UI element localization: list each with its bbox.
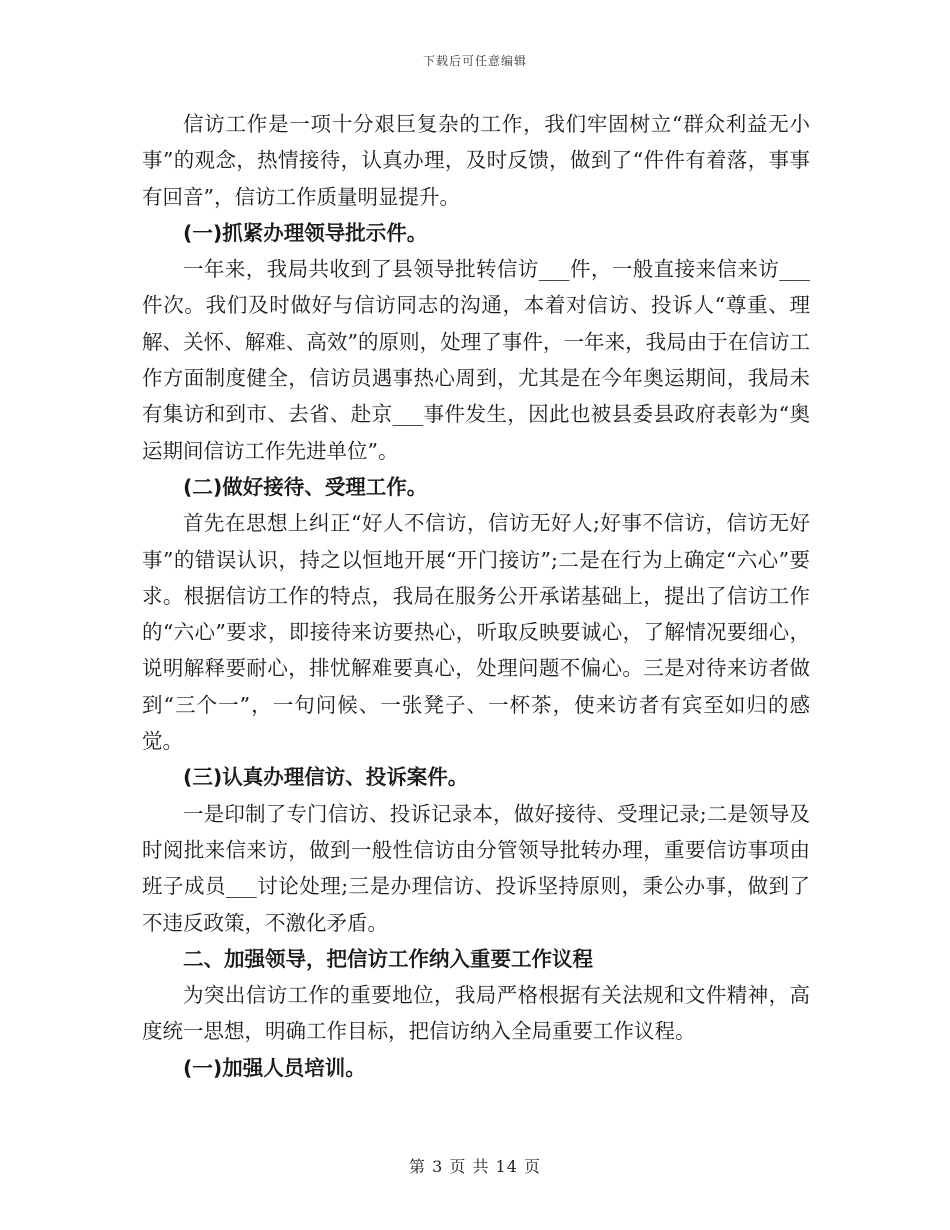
page-header: 下载后可任意编辑 — [422, 54, 527, 68]
paragraph: 一年来，我局共收到了县领导批转信访___件，一般直接来信来访___件次。我们及时做好与信访同志的沟通，本着对信访、投诉人“尊重、理解、关怀、解难、高效”的原则，处理了事件，一年来，我局由于在信访工作方面制度健全，信访员遇事热心周到，尤其是在今年奥运期间，我局未有集访和到市、去省、赴京___事件发生，因此也被县委县政府表彰为“奥运期间信访工作先进单位”。 — [142, 257, 810, 463]
section-heading: 二、加强领导，把信访工作纳入重要工作议程 — [183, 946, 593, 971]
section-heading: (二)做好接待、受理工作。 — [183, 474, 428, 499]
section-heading: (一)抓紧办理领导批示件。 — [183, 220, 428, 245]
page-footer: 第 3 页 共 14 页 — [409, 1157, 541, 1176]
paragraph: 为突出信访工作的重要地位，我局严格根据有关法规和文件精神，高度统一思想，明确工作目标，把信访纳入全局重要工作议程。 — [142, 983, 810, 1044]
section-heading: (一)加强人员培训。 — [183, 1055, 366, 1080]
paragraph: 首先在思想上纠正“好人不信访，信访无好人;好事不信访，信访无好事”的错误认识，持之以恒地开展“开门接访”;二是在行为上确定“六心”要求。根据信访工作的特点，我局在服务公开承诺基础上，提出了信访工作的“六心”要求，即接待来访要热心，听取反映要诚心，了解情况要细心，说明解释要耐心，排忧解难要真心，处理问题不偏心。三是对待来访者做到“三个一”，一句问候、一张凳子、一杯茶，使来访者有宾至如归的感觉。 — [142, 511, 810, 754]
paragraph: 信访工作是一项十分艰巨复杂的工作，我们牢固树立“群众利益无小事”的观念，热情接待，认真办理，及时反馈，做到了“件件有着落，事事有回音”，信访工作质量明显提升。 — [142, 112, 810, 209]
section-heading: (三)认真办理信访、投诉案件。 — [183, 765, 469, 790]
paragraph: 一是印制了专门信访、投诉记录本，做好接待、受理记录;二是领导及时阅批来信来访，做到一般性信访由分管领导批转办理，重要信访事项由班子成员___讨论处理;三是办理信访、投诉坚持原则，秉公办事，做到了不违反政策，不激化矛盾。 — [142, 801, 810, 935]
document-body — [142, 106, 810, 1086]
